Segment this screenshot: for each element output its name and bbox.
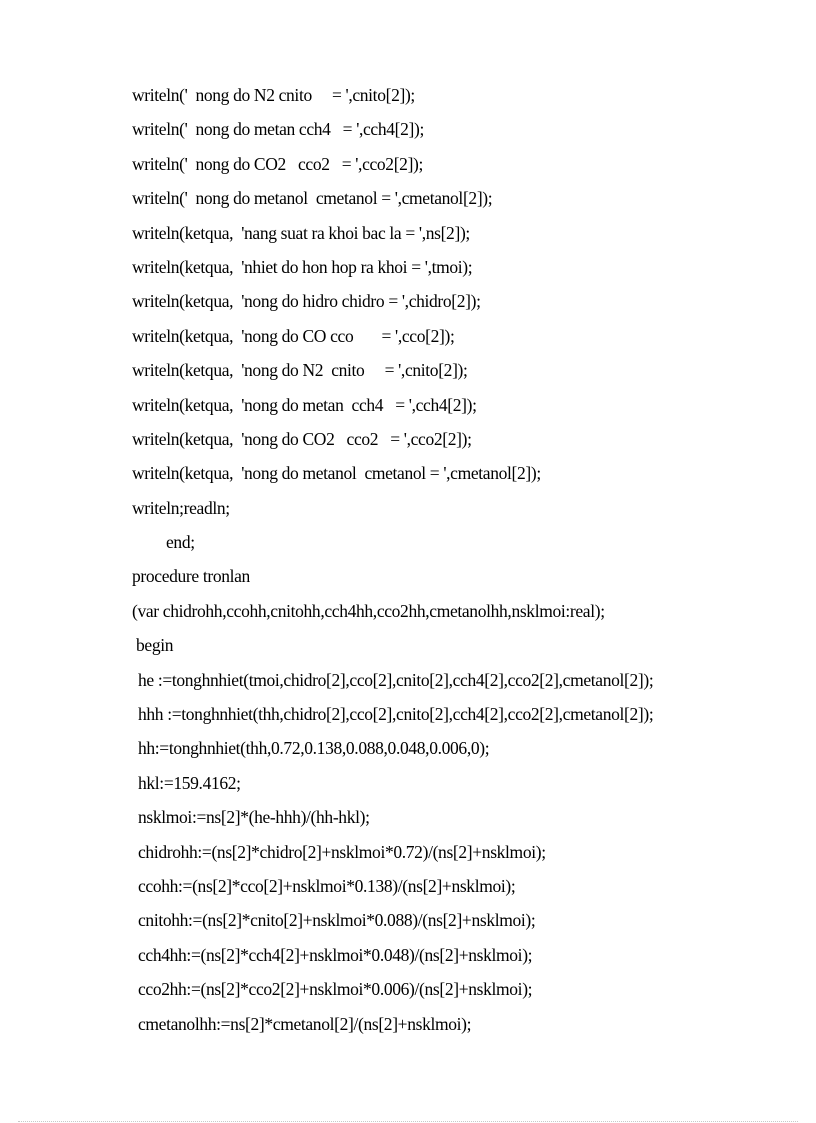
code-line: writeln(ketqua, 'nong do metanol cmetanol = ',cmetanol[2]);: [132, 463, 541, 484]
code-line: hhh :=tonghnhiet(thh,chidro[2],cco[2],cnito[2],cch4[2],cco2[2],cmetanol[2]);: [138, 704, 654, 725]
code-line: begin: [136, 635, 174, 656]
code-line: cmetanolhh:=ns[2]*cmetanol[2]/(ns[2]+nsklmoi);: [138, 1013, 472, 1034]
code-line: hkl:=159.4162;: [138, 772, 241, 793]
code-line: writeln(' nong do metanol cmetanol = ',cmetanol[2]);: [132, 188, 493, 209]
code-line: cch4hh:=(ns[2]*cch4[2]+nsklmoi*0.048)/(ns[2]+nsklmoi);: [138, 944, 533, 965]
code-listing: [132, 78, 772, 1041]
code-line: procedure tronlan: [132, 566, 250, 587]
code-line: writeln(ketqua, 'nong do hidro chidro = ',chidro[2]);: [132, 291, 481, 312]
code-line: hh:=tonghnhiet(thh,0.72,0.138,0.088,0.048,0.006,0);: [138, 738, 490, 759]
code-line: ccohh:=(ns[2]*cco[2]+nsklmoi*0.138)/(ns[2]+nsklmoi);: [138, 875, 516, 896]
code-line: (var chidrohh,ccohh,cnitohh,cch4hh,cco2hh,cmetanolhh,nsklmoi:real);: [132, 600, 605, 621]
page-bottom-divider: [18, 1121, 798, 1122]
code-line: writeln(ketqua, 'nong do N2 cnito = ',cnito[2]);: [132, 360, 468, 381]
code-line: cco2hh:=(ns[2]*cco2[2]+nsklmoi*0.006)/(ns[2]+nsklmoi);: [138, 979, 533, 1000]
code-line: writeln(' nong do CO2 cco2 = ',cco2[2]);: [132, 153, 424, 174]
code-line: writeln(' nong do N2 cnito = ',cnito[2]);: [132, 85, 415, 105]
code-line: he :=tonghnhiet(tmoi,chidro[2],cco[2],cnito[2],cch4[2],cco2[2],cmetanol[2]);: [138, 669, 654, 690]
code-line: end;: [166, 532, 195, 553]
code-line: writeln(ketqua, 'nong do metan cch4 = ',cch4[2]);: [132, 394, 477, 415]
code-line: writeln(ketqua, 'nhiet do hon hop ra khoi = ',tmoi);: [132, 256, 473, 277]
code-line: nsklmoi:=ns[2]*(he-hhh)/(hh-hkl);: [138, 807, 370, 828]
code-line: writeln(ketqua, 'nang suat ra khoi bac la = ',ns[2]);: [132, 222, 470, 243]
code-line: chidrohh:=(ns[2]*chidro[2]+nsklmoi*0.72)/(ns[2]+nsklmoi);: [138, 841, 546, 862]
code-line: writeln(' nong do metan cch4 = ',cch4[2]);: [132, 119, 424, 140]
code-line: writeln(ketqua, 'nong do CO2 cco2 = ',cco2[2]);: [132, 428, 472, 449]
code-line: cnitohh:=(ns[2]*cnito[2]+nsklmoi*0.088)/(ns[2]+nsklmoi);: [138, 910, 536, 931]
code-line: writeln;readln;: [132, 497, 230, 518]
code-line: writeln(ketqua, 'nong do CO cco = ',cco[2]);: [132, 325, 455, 346]
